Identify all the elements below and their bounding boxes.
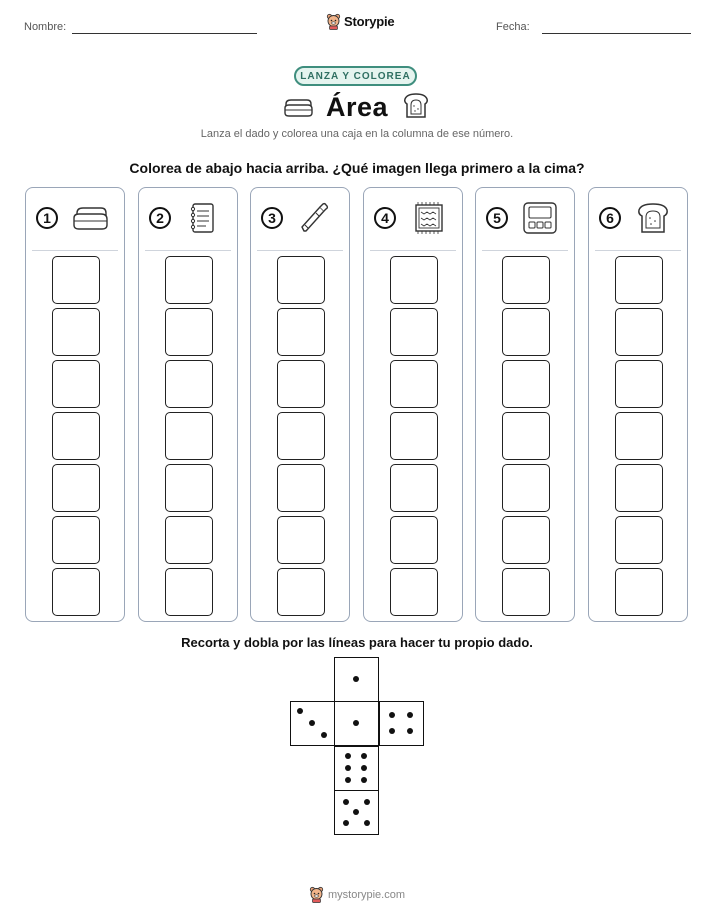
color-box[interactable] <box>390 360 438 408</box>
column-5 <box>475 187 575 622</box>
die-pip <box>345 753 351 759</box>
column-4 <box>363 187 463 622</box>
bear-mascot-icon <box>309 886 324 903</box>
bread-slice-icon <box>634 201 672 235</box>
color-box[interactable] <box>615 360 663 408</box>
color-box[interactable] <box>502 360 550 408</box>
column-2 <box>138 187 238 622</box>
color-box[interactable] <box>390 256 438 304</box>
page-title: Área <box>325 92 389 122</box>
crayon-icon <box>296 201 334 235</box>
column-divider <box>482 250 568 251</box>
color-box[interactable] <box>615 516 663 564</box>
rug-icon <box>409 201 447 235</box>
column-3 <box>250 187 350 622</box>
bear-mascot-icon <box>326 13 341 30</box>
color-box[interactable] <box>502 568 550 616</box>
notepad-icon <box>184 201 222 235</box>
name-line <box>72 33 257 34</box>
color-box[interactable] <box>165 568 213 616</box>
color-box[interactable] <box>165 256 213 304</box>
color-box[interactable] <box>615 412 663 460</box>
column-number: 2 <box>149 207 171 229</box>
die-pip <box>407 712 413 718</box>
color-box[interactable] <box>502 516 550 564</box>
column-6 <box>588 187 688 622</box>
date-line <box>542 33 691 34</box>
color-box[interactable] <box>502 308 550 356</box>
die-pip <box>407 728 413 734</box>
column-number: 5 <box>486 207 508 229</box>
date-label: Fecha: <box>496 21 530 33</box>
color-box[interactable] <box>615 308 663 356</box>
column-divider <box>595 250 681 251</box>
color-box[interactable] <box>390 308 438 356</box>
color-box[interactable] <box>52 516 100 564</box>
column-divider <box>257 250 343 251</box>
color-box[interactable] <box>52 568 100 616</box>
color-box[interactable] <box>165 308 213 356</box>
color-box[interactable] <box>277 464 325 512</box>
color-box[interactable] <box>390 568 438 616</box>
die-pip <box>343 799 349 805</box>
column-1 <box>25 187 125 622</box>
die-pip <box>353 809 359 815</box>
color-box[interactable] <box>502 464 550 512</box>
die-face <box>290 701 335 746</box>
color-box[interactable] <box>390 516 438 564</box>
die-face <box>334 657 379 702</box>
color-box[interactable] <box>165 464 213 512</box>
column-number: 6 <box>599 207 621 229</box>
column-number: 4 <box>374 207 396 229</box>
die-pip <box>309 720 315 726</box>
instruction-text: Colorea de abajo hacia arriba. ¿Qué imagen llega primero a la cima? <box>129 160 585 176</box>
die-face <box>334 701 379 746</box>
folded-towel-icon <box>71 201 109 235</box>
color-box[interactable] <box>502 256 550 304</box>
color-box[interactable] <box>277 412 325 460</box>
die-pip <box>361 765 367 771</box>
color-box[interactable] <box>165 516 213 564</box>
color-box[interactable] <box>52 308 100 356</box>
brand-name: Storypie <box>344 14 395 29</box>
color-box[interactable] <box>52 360 100 408</box>
die-pip <box>345 777 351 783</box>
column-divider <box>370 250 456 251</box>
color-box[interactable] <box>615 256 663 304</box>
column-number: 3 <box>261 207 283 229</box>
die-pip <box>321 732 327 738</box>
color-box[interactable] <box>277 568 325 616</box>
footer <box>0 886 714 903</box>
color-box[interactable] <box>615 464 663 512</box>
color-box[interactable] <box>277 308 325 356</box>
color-box[interactable] <box>277 516 325 564</box>
die-pip <box>361 753 367 759</box>
brand-logo <box>326 13 394 30</box>
color-box[interactable] <box>502 412 550 460</box>
color-box[interactable] <box>277 256 325 304</box>
color-box[interactable] <box>165 360 213 408</box>
die-pip <box>389 712 395 718</box>
bread-slice-icon <box>402 92 430 120</box>
die-face <box>334 746 379 791</box>
color-box[interactable] <box>52 256 100 304</box>
color-box[interactable] <box>52 464 100 512</box>
die-pip <box>297 708 303 714</box>
cut-instruction: Recorta y dobla por las líneas para hacer tu propio dado. <box>181 635 533 650</box>
die-pip <box>361 777 367 783</box>
color-box[interactable] <box>52 412 100 460</box>
die-face <box>379 701 424 746</box>
color-box[interactable] <box>615 568 663 616</box>
die-pip <box>345 765 351 771</box>
column-divider <box>32 250 118 251</box>
subtitle: Lanza el dado y colorea una caja en la columna de ese número. <box>200 128 514 140</box>
die-pip <box>364 820 370 826</box>
footer-url: mystorypie.com <box>327 888 406 901</box>
die-pip <box>343 820 349 826</box>
name-label: Nombre: <box>24 21 67 33</box>
color-box[interactable] <box>390 412 438 460</box>
color-box[interactable] <box>277 360 325 408</box>
color-box[interactable] <box>165 412 213 460</box>
die-pip <box>364 799 370 805</box>
die-pip <box>389 728 395 734</box>
die-face <box>334 790 379 835</box>
microwave-icon <box>521 201 559 235</box>
color-box[interactable] <box>390 464 438 512</box>
die-pip <box>353 676 359 682</box>
activity-badge: LANZA Y COLOREA <box>294 66 417 86</box>
column-divider <box>145 250 231 251</box>
column-number: 1 <box>36 207 58 229</box>
die-pip <box>353 720 359 726</box>
